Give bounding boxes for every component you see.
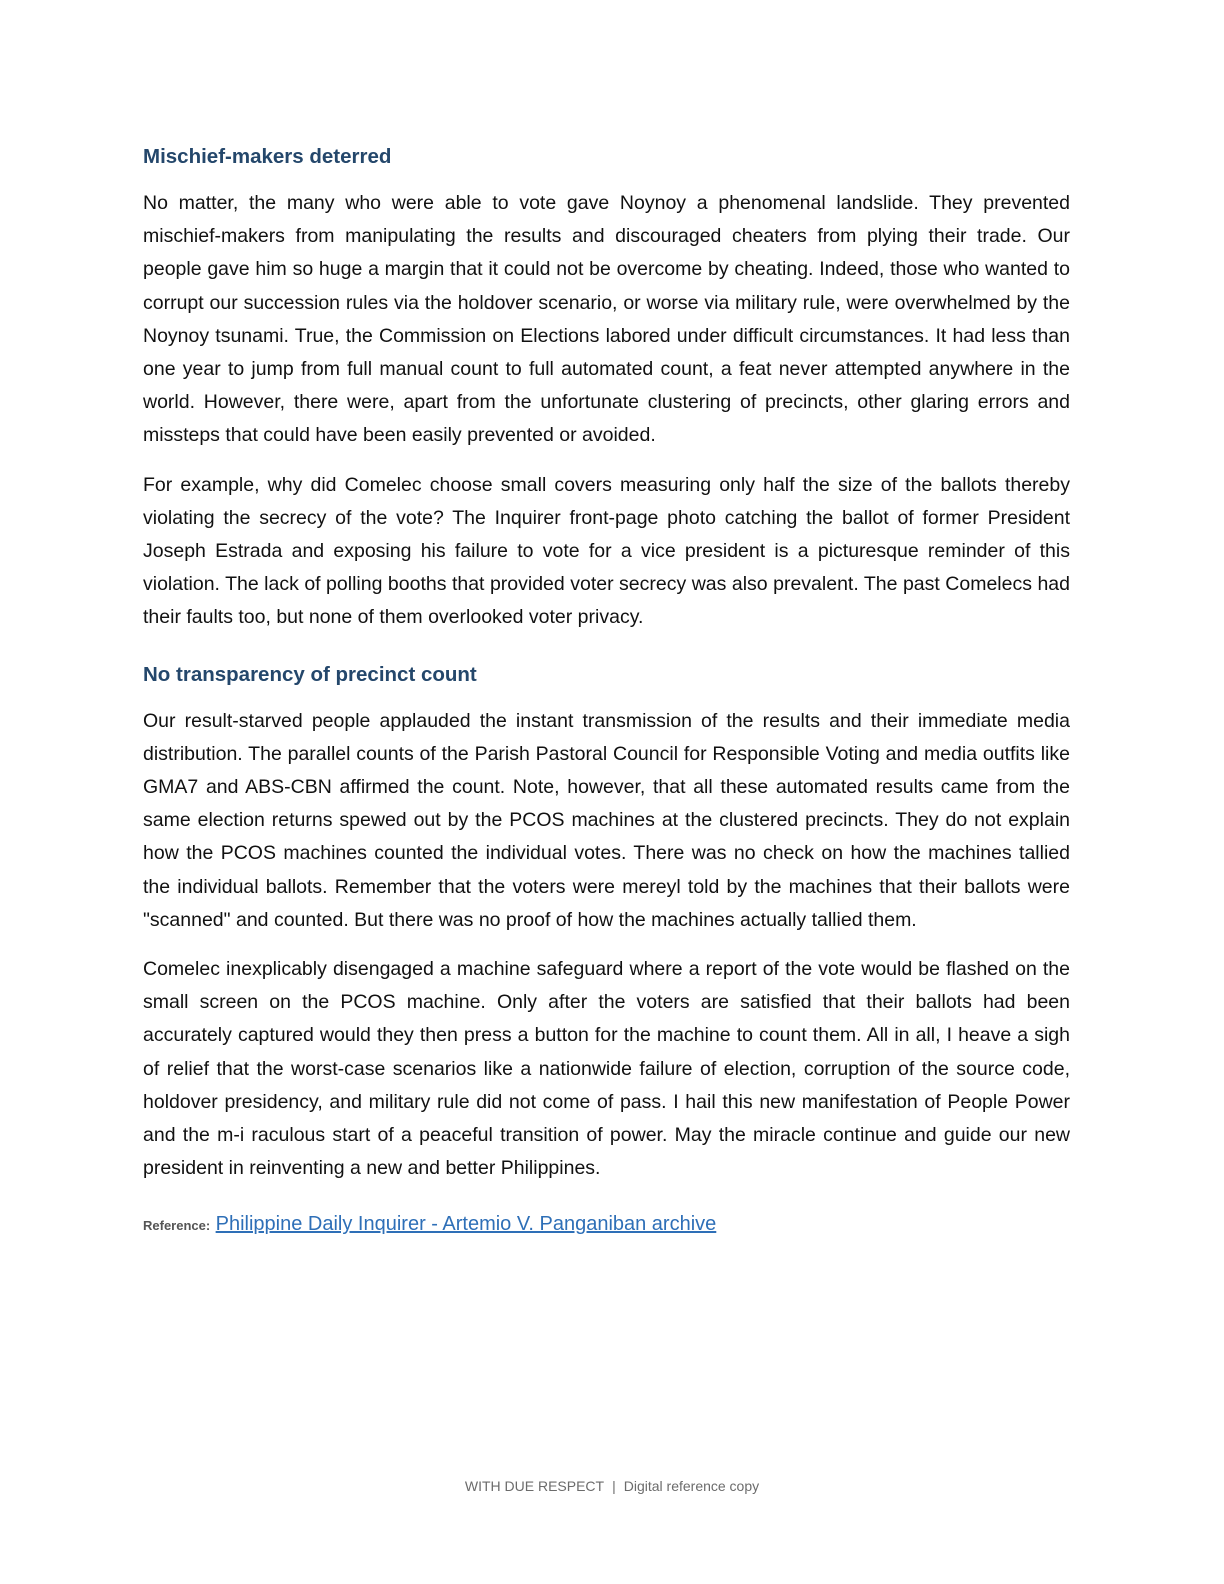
paragraph-result-transmission: Our result-starved people applauded the instant transmission of the results and their immediate media distribution. The parallel counts of the Parish Pastoral Council for Responsible Voting and media outfits like GMA7 and ABS-CBN affirmed the count. Note, however, that all these automated results came from the same election returns spewed out by the PCOS machines at the clustered precincts. They do not explain how the PCOS machines counted the individual votes. There was no check on how the machines tallied the individual ballots. Remember that the voters were mereyl told by the machines that their ballots were "scanned" and counted. But there was no proof of how the machines actually tallied them. (143, 709, 1070, 931)
reference-link[interactable]: Philippine Daily Inquirer - Artemio V. Panganiban archive (215, 1213, 717, 1236)
reference-line (143, 1209, 1070, 1241)
footer-title: WITH DUE RESPECT (464, 1478, 605, 1494)
footer-separator: | (612, 1478, 616, 1494)
reference-label: Reference: (143, 1218, 211, 1234)
paragraph-machine-safeguard: Comelec inexplicably disengaged a machine safeguard where a report of the vote would be flashed on the small screen on the PCOS machine. Only after the voters are satisfied that their ballots had been accurately captured would they then press a button for the machine to count them. All in all, I heave a sigh of relief that the worst-case scenarios like a nationwide failure of election, corruption of the source code, holdover presidency, and military rule did not come of pass. I hail this new manifestation of People Power and the m-i raculous start of a peaceful transition of power. May the miracle continue and guide our new president in reinventing a new and better Philippines. (143, 958, 1070, 1180)
document-body (143, 143, 1070, 1241)
footer-subtitle: Digital reference copy (623, 1478, 760, 1494)
page-footer (0, 1478, 1224, 1494)
paragraph-ballot-secrecy: For example, why did Comelec choose small covers measuring only half the size of the ballots thereby violating the secrecy of the vote? The Inquirer front-page photo catching the ballot of former President Joseph Estrada and exposing his failure to vote for a vice president is a picturesque reminder of this violation. The lack of polling booths that provided voter secrecy was also prevalent. The past Comelecs had their faults too, but none of them overlooked voter privacy. (143, 473, 1070, 629)
paragraph-landslide: No matter, the many who were able to vote gave Noynoy a phenomenal landslide. They prevented mischief-makers from manipulating the results and discouraged cheaters from plying their trade. Our people gave him so huge a margin that it could not be overcome by cheating. Indeed, those who wanted to corrupt our succession rules via the holdover scenario, or worse via military rule, were overwhelmed by the Noynoy tsunami. True, the Commission on Elections labored under difficult circumstances. It had less than one year to jump from full manual count to full automated count, a feat never attempted anywhere in the world. However, there were, apart from the unfortunate clustering of precincts, other glaring errors and missteps that could have been easily prevented or avoided. (143, 192, 1070, 447)
section-heading-precinct-count: No transparency of precinct count (143, 662, 477, 686)
section-heading-mischief-makers: Mischief-makers deterred (143, 145, 392, 168)
